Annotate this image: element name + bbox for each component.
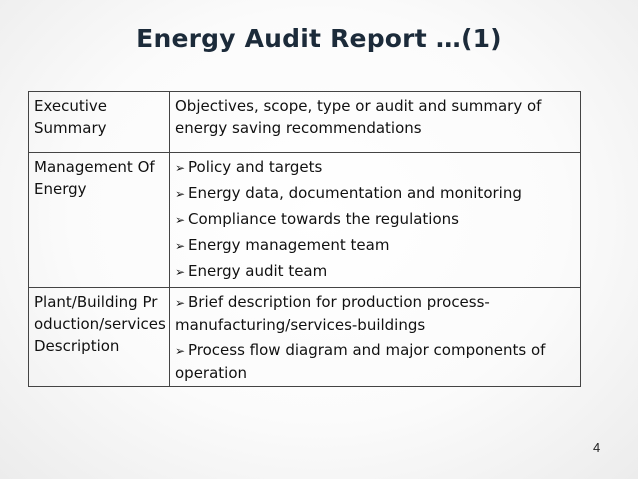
bullet-item <box>175 179 577 205</box>
bullet-text: Brief description for production process-manufacturing/services-buildings <box>175 293 490 334</box>
bullet-text: Policy and targets <box>188 158 323 176</box>
page-number: 4 <box>593 440 601 455</box>
arrow-bullet-icon: ➢ <box>175 161 186 175</box>
row-content: Objectives, scope, type or audit and summary of energy saving recommendations <box>170 92 581 153</box>
row-content <box>170 288 581 387</box>
table-row <box>29 288 581 387</box>
arrow-bullet-icon: ➢ <box>175 187 186 201</box>
table-row <box>29 153 581 288</box>
audit-report-table <box>28 91 581 387</box>
row-label: Executive Summary <box>29 92 170 153</box>
row-content <box>170 153 581 288</box>
slide-title: Energy Audit Report …(1) <box>136 24 502 53</box>
row-label: Management Of Energy <box>29 153 170 288</box>
arrow-bullet-icon: ➢ <box>175 296 186 310</box>
arrow-bullet-icon: ➢ <box>175 213 186 227</box>
row-label: Plant/Building Production/services Description <box>29 288 170 387</box>
bullet-text: Process flow diagram and major components of operation <box>175 341 546 382</box>
table-row <box>29 92 581 153</box>
bullet-item <box>175 205 577 231</box>
bullet-text: Compliance towards the regulations <box>188 210 459 228</box>
arrow-bullet-icon: ➢ <box>175 344 186 358</box>
bullet-item <box>175 156 577 179</box>
bullet-item <box>175 257 577 283</box>
bullet-item <box>175 291 577 336</box>
bullet-text: Energy management team <box>188 236 390 254</box>
arrow-bullet-icon: ➢ <box>175 239 186 253</box>
bullet-item <box>175 231 577 257</box>
bullet-item <box>175 336 577 384</box>
bullet-text: Energy audit team <box>188 262 328 280</box>
arrow-bullet-icon: ➢ <box>175 265 186 279</box>
bullet-text: Energy data, documentation and monitoring <box>188 184 522 202</box>
